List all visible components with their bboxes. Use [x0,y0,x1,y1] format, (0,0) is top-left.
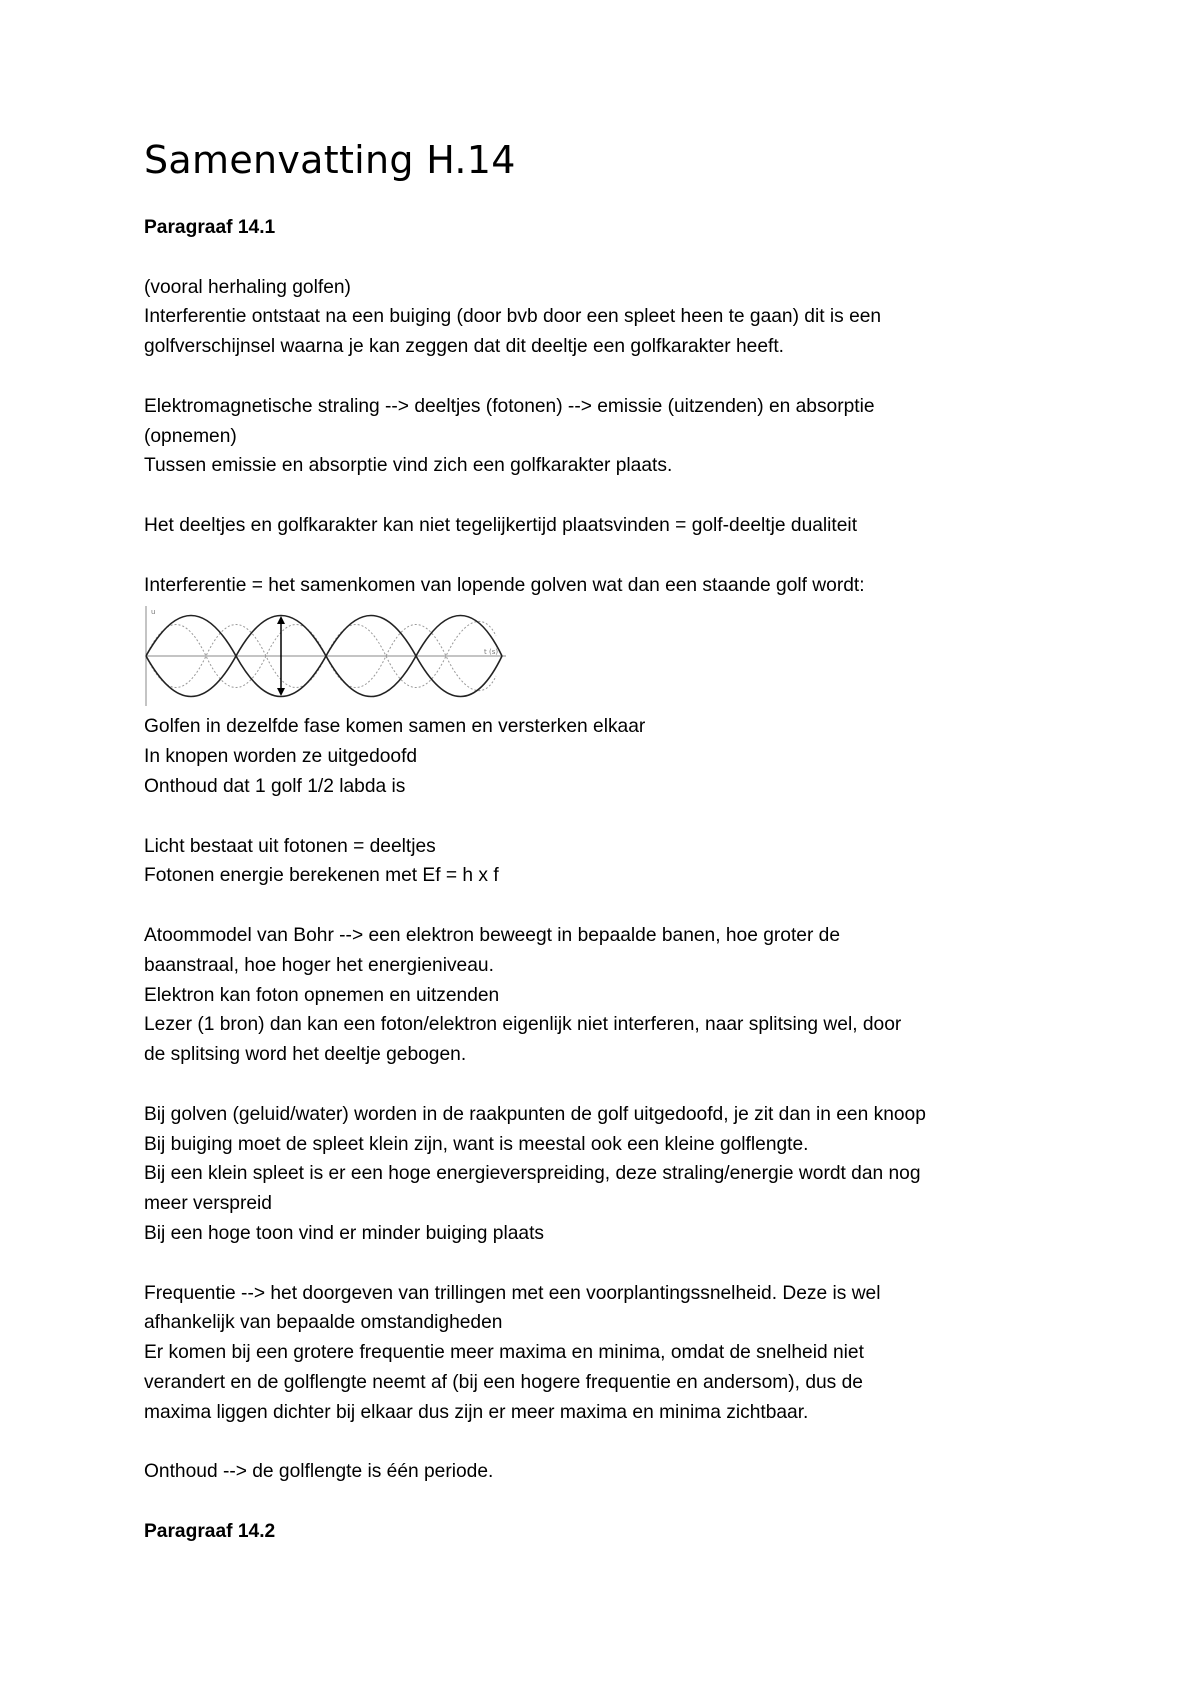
section-heading: Paragraaf 14.1 [144,217,276,238]
text-line: Interferentie ontstaat na een buiging (door bvb door een spleet heen te gaan) dit is een [144,306,882,328]
travelling-wave-dotted-1 [146,625,499,691]
text-line: (vooral herhaling golfen) [144,276,351,298]
text-line: Golfen in dezelfde fase komen samen en versterken elkaar [144,716,646,738]
y-axis-label: u [151,608,156,617]
text-line: In knopen worden ze uitgedoofd [144,746,418,768]
text-line: Onthoud --> de golflengte is één periode. [144,1461,494,1483]
text-line: Fotonen energie berekenen met Ef = h x f [144,865,499,887]
text-line: Tussen emissie en absorptie vind zich een golfkarakter plaats. [144,455,673,477]
text-line: de splitsing word het deeltje gebogen. [144,1044,467,1066]
text-line: Bij golven (geluid/water) worden in de raakpunten de golf uitgedoofd, je zit dan in een knoop [144,1103,926,1125]
text-line: Frequentie --> het doorgeven van trillingen met een voorplantingssnelheid. Deze is wel [144,1282,881,1304]
text-line: golfverschijnsel waarna je kan zeggen dat dit deeltje een golfkarakter heeft. [144,336,784,358]
document-body [144,213,1074,1547]
text-line: Bij een klein spleet is er een hoge energieverspreiding, deze straling/energie wordt dan nog [144,1163,921,1185]
amplitude-arrow-head-bottom [277,688,285,696]
text-line: Onthoud dat 1 golf 1/2 labda is [144,775,406,797]
text-line: Er komen bij een grotere frequentie meer maxima en minima, omdat de snelheid niet [144,1342,864,1364]
text-line: maxima liggen dichter bij elkaar dus zijn er meer maxima en minima zichtbaar. [144,1401,809,1423]
text-line: verandert en de golflengte neemt af (bij een hogere frequentie en andersom), dus de [144,1371,863,1393]
text-line: Atoommodel van Bohr --> een elektron beweegt in bepaalde banen, hoe groter de [144,924,841,946]
text-line: baanstraal, hoe hoger het energieniveau. [144,954,494,976]
text-line: Lezer (1 bron) dan kan een foton/elektron eigenlijk niet interferen, naar splitsing wel, door [144,1014,902,1036]
text-line: Bij buiging moet de spleet klein zijn, want is meestal ook een kleine golflengte. [144,1133,809,1155]
text-line: Elektron kan foton opnemen en uitzenden [144,984,500,1006]
text-line: (opnemen) [144,425,237,447]
section-heading: Paragraaf 14.2 [144,1520,276,1542]
text-line: afhankelijk van bepaalde omstandigheden [144,1312,503,1334]
standing-wave-figure [140,604,512,708]
text-line: Elektromagnetische straling --> deeltjes (fotonen) --> emissie (uitzenden) en absorptie [144,395,875,417]
x-axis-label: t (s) [484,648,499,657]
text-line: meer verspreid [144,1193,272,1215]
text-line: Licht bestaat uit fotonen = deeltjes [144,835,436,857]
page-title: Samenvatting H.14 [144,138,516,182]
text-line: Bij een hoge toon vind er minder buiging plaats [144,1222,545,1244]
amplitude-arrow-head-top [277,616,285,624]
text-line: Interferentie = het samenkomen van lopende golven wat dan een staande golf wordt: [144,574,865,596]
text-line: Het deeltjes en golfkarakter kan niet tegelijkertijd plaatsvinden = golf-deeltje dualiteit [144,514,858,536]
travelling-wave-dotted-2 [146,622,499,688]
